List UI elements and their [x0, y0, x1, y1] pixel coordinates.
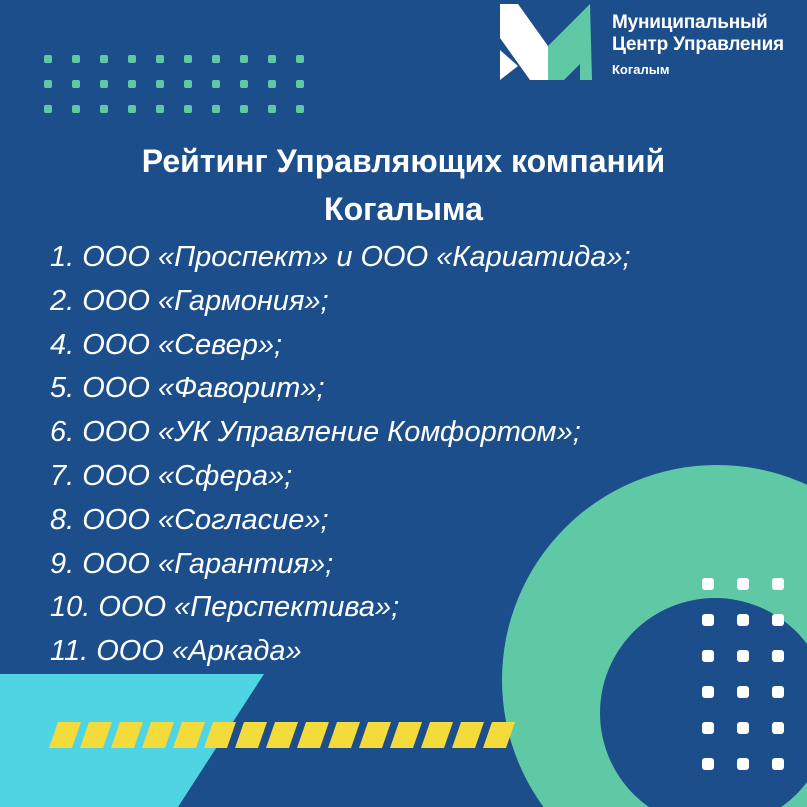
- ranking-item-10: 11. ООО «Аркада»: [50, 635, 302, 668]
- ranking-item-9: 10. ООО «Перспектива»;: [50, 591, 400, 624]
- ranking-item-4: 5. ООО «Фаворит»;: [50, 372, 325, 405]
- stylized-m-logo-icon: [500, 4, 596, 82]
- brand-city: Когалым: [612, 62, 670, 77]
- ranking-item-8: 9. ООО «Гарантия»;: [50, 547, 334, 580]
- brand-line-2: Центр Управления: [612, 34, 784, 55]
- ranking-list: [50, 236, 631, 674]
- ranking-item-3: 4. ООО «Север»;: [50, 328, 283, 361]
- brand-line-1: Муниципальный: [612, 12, 768, 33]
- page-title: [0, 137, 807, 233]
- ranking-item-2: 2. ООО «Гармония»;: [50, 284, 329, 317]
- title-line-2: Когалыма: [324, 191, 483, 227]
- brand-name: [612, 12, 784, 78]
- yellow-dash-stripe: [49, 722, 515, 748]
- ranking-item-7: 8. ООО «Согласие»;: [50, 503, 329, 536]
- mint-dot-grid-top: [44, 55, 304, 113]
- title-line-1: Рейтинг Управляющих компаний: [141, 143, 666, 179]
- ranking-item-6: 7. ООО «Сфера»;: [50, 459, 293, 492]
- ranking-item-1: 1. ООО «Проспект» и ООО «Кариатида»;: [50, 241, 631, 273]
- ranking-item-5: 6. ООО «УК Управление Комфортом»;: [50, 416, 581, 449]
